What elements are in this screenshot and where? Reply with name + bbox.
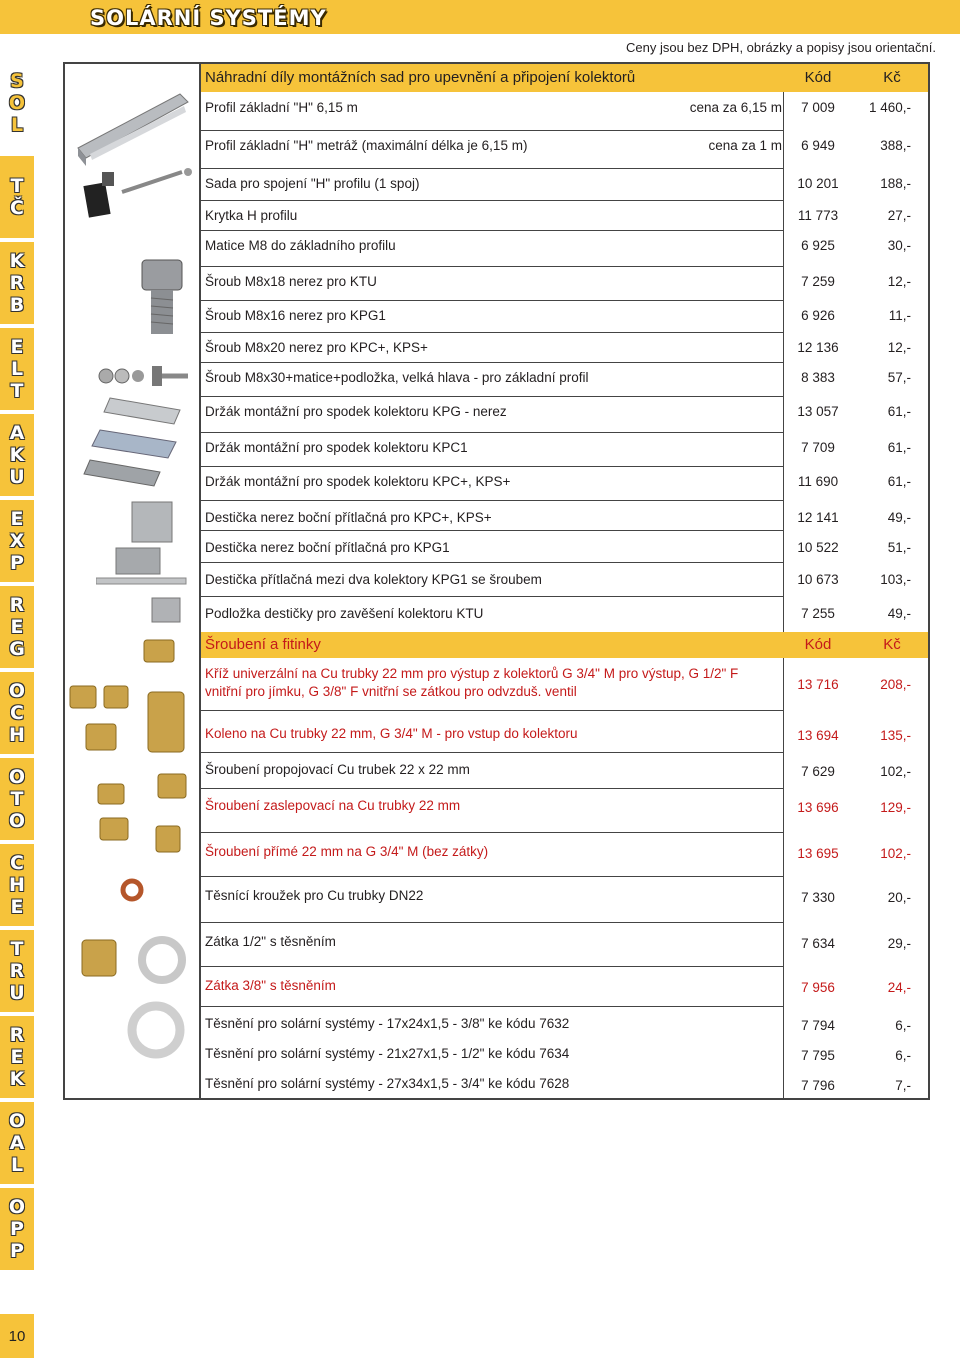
- part-name: Těsnění pro solární systémy - 17x24x1,5 - 3/8" ke kódu 7632: [205, 1016, 570, 1031]
- sidebar-tab-letter: T: [10, 175, 24, 197]
- sidebar-tab-letter: O: [8, 766, 26, 788]
- sidebar-tab-letter: S: [10, 70, 24, 92]
- sidebar-tab-opp[interactable]: [0, 1188, 34, 1270]
- section2-code-header: Kód: [804, 636, 832, 653]
- row-divider: [201, 362, 783, 363]
- part-code: 8 383: [801, 370, 835, 385]
- part-code: 13 694: [797, 728, 839, 743]
- row-divider: [201, 130, 783, 131]
- part-price: 49,-: [887, 606, 911, 621]
- part-price: 102,-: [880, 764, 911, 779]
- part-name: Držák montážní pro spodek kolektoru KPG - nerez: [205, 404, 507, 419]
- sidebar-tab-letter: Č: [10, 197, 24, 219]
- row-divider: [201, 596, 783, 597]
- part-price: 135,-: [880, 728, 911, 743]
- part-price: 24,-: [887, 980, 911, 995]
- sidebar-tab-letter: H: [9, 874, 25, 896]
- row-divider: [201, 500, 783, 501]
- part-price: 103,-: [880, 572, 911, 587]
- sidebar-tab-letter: E: [10, 1046, 24, 1068]
- part-name: Koleno na Cu trubky 22 mm, G 3/4" M - pro vstup do kolektoru: [205, 726, 578, 741]
- part-name: Těsnící kroužek pro Cu trubky DN22: [205, 888, 424, 903]
- part-name-line2: vnitřní pro jímku, G 3/8" F vnitřní se zátkou pro odvzduš. ventil: [205, 684, 577, 699]
- part-price: 388,-: [880, 138, 911, 153]
- part-code: 11 773: [797, 208, 839, 223]
- part-price: 27,-: [887, 208, 911, 223]
- part-code: 7 255: [801, 606, 835, 621]
- part-code: 7 634: [801, 936, 835, 951]
- row-divider: [201, 530, 783, 531]
- part-code: 7 794: [801, 1018, 835, 1033]
- sidebar-tab-letter: P: [10, 552, 24, 574]
- part-code: 11 690: [797, 474, 839, 489]
- sidebar-tab-letter: E: [10, 896, 24, 918]
- part-price: 49,-: [887, 510, 911, 525]
- row-divider: [201, 876, 783, 877]
- sidebar-tab-letter: H: [9, 724, 25, 746]
- part-code: 6 926: [801, 308, 835, 323]
- part-name: Destička přítlačná mezi dva kolektory KPG1 se šroubem: [205, 572, 542, 587]
- row-divider: [201, 300, 783, 301]
- sidebar-tab-letter: O: [8, 92, 26, 114]
- sidebar-tab-tru[interactable]: [0, 930, 34, 1012]
- fittings-image: [64, 632, 194, 862]
- sidebar-tab-aku[interactable]: [0, 414, 34, 496]
- price-note: Ceny jsou bez DPH, obrázky a popisy jsou orientační.: [626, 40, 936, 55]
- sidebar-tab-letter: P: [10, 1218, 24, 1240]
- row-divider: [201, 432, 783, 433]
- part-price: 188,-: [880, 176, 911, 191]
- part-price: 61,-: [887, 404, 911, 419]
- part-name: Zátka 3/8" s těsněním: [205, 978, 336, 993]
- page-title: SOLÁRNÍ SYSTÉMY: [90, 6, 327, 30]
- part-name: Podložka destičky pro zavěšení kolektoru KTU: [205, 606, 484, 621]
- section1-title: Náhradní díly montážních sad pro upevnění a připojení kolektorů: [205, 69, 636, 86]
- part-code: 7 009: [801, 100, 835, 115]
- sidebar-tab-letter: C: [10, 702, 24, 724]
- sidebar-tab-letter: R: [9, 272, 25, 294]
- sidebar-tab-letter: P: [10, 1240, 24, 1262]
- sidebar-tab-oal[interactable]: [0, 1102, 34, 1184]
- part-code: 13 695: [797, 846, 839, 861]
- row-divider: [201, 1006, 783, 1007]
- part-price: 208,-: [880, 677, 911, 692]
- row-divider: [201, 752, 783, 753]
- seals-plugs-image: [72, 870, 194, 1100]
- part-price: 57,-: [887, 370, 911, 385]
- column-divider: [783, 92, 784, 632]
- part-code: 12 141: [797, 510, 839, 525]
- part-code: 10 522: [797, 540, 839, 555]
- part-code: 6 925: [801, 238, 835, 253]
- sidebar-tab-tč[interactable]: [0, 156, 34, 238]
- sidebar-tab-letter: O: [8, 1196, 26, 1218]
- section1-price-header: Kč: [883, 69, 901, 86]
- part-code: 7 259: [801, 274, 835, 289]
- part-name: Sada pro spojení "H" profilu (1 spoj): [205, 176, 420, 191]
- part-name: Šroubení zaslepovací na Cu trubky 22 mm: [205, 798, 461, 813]
- bolt-m8-image: [132, 258, 192, 338]
- sidebar-tab-elt[interactable]: [0, 328, 34, 410]
- sidebar-tab-letter: K: [9, 444, 25, 466]
- part-price: 6,-: [895, 1018, 911, 1033]
- row-divider: [201, 266, 783, 267]
- part-code: 13 057: [797, 404, 839, 419]
- sidebar-tab-letter: X: [9, 530, 25, 552]
- sidebar-tab-letter: A: [9, 1132, 25, 1154]
- row-divider: [201, 396, 783, 397]
- section1-header: [201, 64, 928, 92]
- sidebar-tab-letter: R: [9, 1024, 25, 1046]
- sidebar-tab-letter: C: [10, 852, 24, 874]
- connector-set-image: [72, 162, 194, 232]
- part-name: Šroub M8x30+matice+podložka, velká hlava - pro základní profil: [205, 370, 589, 385]
- bolt-set-image: [96, 352, 192, 392]
- sidebar-tab-letter: R: [9, 960, 25, 982]
- part-price: 11,-: [888, 308, 911, 323]
- section2-price-header: Kč: [883, 636, 901, 653]
- sidebar-tab-letter: R: [9, 594, 25, 616]
- part-code: 7 796: [801, 1078, 835, 1093]
- row-divider: [201, 966, 783, 967]
- part-code: 7 956: [801, 980, 835, 995]
- sidebar-tab-letter: T: [10, 380, 24, 402]
- part-name: Těsnění pro solární systémy - 21x27x1,5 - 1/2" ke kódu 7634: [205, 1046, 570, 1061]
- part-name: Těsnění pro solární systémy - 27x34x1,5 - 3/4" ke kódu 7628: [205, 1076, 570, 1091]
- part-name: Šroub M8x18 nerez pro KTU: [205, 274, 377, 289]
- page-number-box: [0, 1314, 34, 1358]
- section2-title: Šroubení a fitinky: [205, 636, 321, 653]
- section2-header: [201, 632, 928, 658]
- row-divider: [201, 466, 783, 467]
- row-divider: [201, 168, 783, 169]
- part-price: 29,-: [887, 936, 911, 951]
- part-name: Profil základní "H" metráž (maximální délka je 6,15 m): [205, 138, 528, 153]
- row-divider: [201, 922, 783, 923]
- sidebar-tab-letter: O: [8, 1110, 26, 1132]
- sidebar-tab-letter: K: [9, 1068, 25, 1090]
- part-code: 7 709: [801, 440, 835, 455]
- part-price: 61,-: [887, 440, 911, 455]
- part-code: 13 696: [797, 800, 839, 815]
- part-code: 12 136: [797, 340, 839, 355]
- part-name: Destička nerez boční přítlačná pro KPG1: [205, 540, 450, 555]
- sidebar-tab-letter: O: [8, 680, 26, 702]
- part-name: Krytka H profilu: [205, 208, 298, 223]
- part-name: Držák montážní pro spodek kolektoru KPC+, KPS+: [205, 474, 511, 489]
- sidebar-tab-reg[interactable]: [0, 586, 34, 668]
- part-code: 7 629: [801, 764, 835, 779]
- part-price: 7,-: [895, 1078, 911, 1093]
- sidebar-tab-letter: B: [9, 294, 25, 316]
- mounting-holders-image: [70, 390, 192, 490]
- part-code: 6 949: [801, 138, 835, 153]
- part-price: 6,-: [895, 1048, 911, 1063]
- sidebar-tab-letter: L: [10, 358, 24, 380]
- column-divider: [783, 658, 784, 1100]
- row-divider: [201, 832, 783, 833]
- sidebar-tab-letter: E: [10, 616, 24, 638]
- part-code: 10 201: [797, 176, 839, 191]
- part-name: Šroubení propojovací Cu trubek 22 x 22 mm: [205, 762, 470, 777]
- sidebar-tab-letter: A: [9, 422, 25, 444]
- sidebar-tab-che[interactable]: [0, 844, 34, 926]
- part-price: 12,-: [887, 340, 911, 355]
- sidebar-tab-letter: G: [9, 638, 25, 660]
- part-price: 129,-: [880, 800, 911, 815]
- part-name: Šroubení přímé 22 mm na G 3/4" M (bez zátky): [205, 844, 489, 859]
- row-divider: [201, 710, 783, 711]
- sidebar-tab-letter: E: [10, 336, 24, 358]
- sidebar-tab-letter: U: [9, 982, 25, 1004]
- sidebar-tab-letter: K: [9, 250, 25, 272]
- sidebar-tab-letter: O: [8, 810, 26, 832]
- part-name: Šroub M8x20 nerez pro KPC+, KPS+: [205, 340, 428, 355]
- sidebar-tab-letter: E: [10, 508, 24, 530]
- row-divider: [201, 200, 783, 201]
- sidebar-tab-letter: U: [9, 466, 25, 488]
- sidebar-tab-letter: T: [10, 788, 24, 810]
- sidebar-tab-letter: T: [10, 938, 24, 960]
- sidebar-tab-oto[interactable]: [0, 758, 34, 840]
- part-code: 7 330: [801, 890, 835, 905]
- part-price: 30,-: [887, 238, 911, 253]
- part-code: 10 673: [797, 572, 839, 587]
- part-price: 61,-: [887, 474, 911, 489]
- sidebar-tab-rek[interactable]: [0, 1016, 34, 1098]
- row-divider: [201, 332, 783, 333]
- page-number: 10: [8, 1328, 26, 1345]
- sidebar-tab-och[interactable]: [0, 672, 34, 754]
- sidebar-tab-letter: L: [10, 1154, 24, 1176]
- row-divider: [201, 562, 783, 563]
- pressure-plates-image: [96, 498, 192, 628]
- profile-rail-image: [70, 88, 192, 168]
- part-price: 1 460,-: [868, 100, 911, 115]
- section1-code-header: Kód: [804, 69, 832, 86]
- unit-note: cena za 1 m: [708, 138, 782, 153]
- part-name: Kříž univerzální na Cu trubky 22 mm pro výstup z kolektorů G 3/4" M pro výstup, G 1/2" F: [205, 666, 739, 681]
- part-code: 7 795: [801, 1048, 835, 1063]
- part-price: 20,-: [887, 890, 911, 905]
- part-name: Matice M8 do základního profilu: [205, 238, 396, 253]
- part-name: Profil základní "H" 6,15 m: [205, 100, 358, 115]
- part-price: 51,-: [887, 540, 911, 555]
- part-name: Držák montážní pro spodek kolektoru KPC1: [205, 440, 468, 455]
- part-code: 13 716: [797, 677, 839, 692]
- part-price: 12,-: [887, 274, 911, 289]
- sidebar-tab-exp[interactable]: [0, 500, 34, 582]
- part-name: Zátka 1/2" s těsněním: [205, 934, 336, 949]
- part-price: 102,-: [880, 846, 911, 861]
- sidebar-tab-letter: L: [10, 114, 24, 136]
- part-name: Destička nerez boční přítlačná pro KPC+, KPS+: [205, 510, 492, 525]
- row-divider: [201, 788, 783, 789]
- sidebar-tab-sol[interactable]: [0, 62, 34, 144]
- sidebar-tab-krb[interactable]: [0, 242, 34, 324]
- part-name: Šroub M8x16 nerez pro KPG1: [205, 308, 386, 323]
- unit-note: cena za 6,15 m: [689, 100, 782, 115]
- row-divider: [201, 230, 783, 231]
